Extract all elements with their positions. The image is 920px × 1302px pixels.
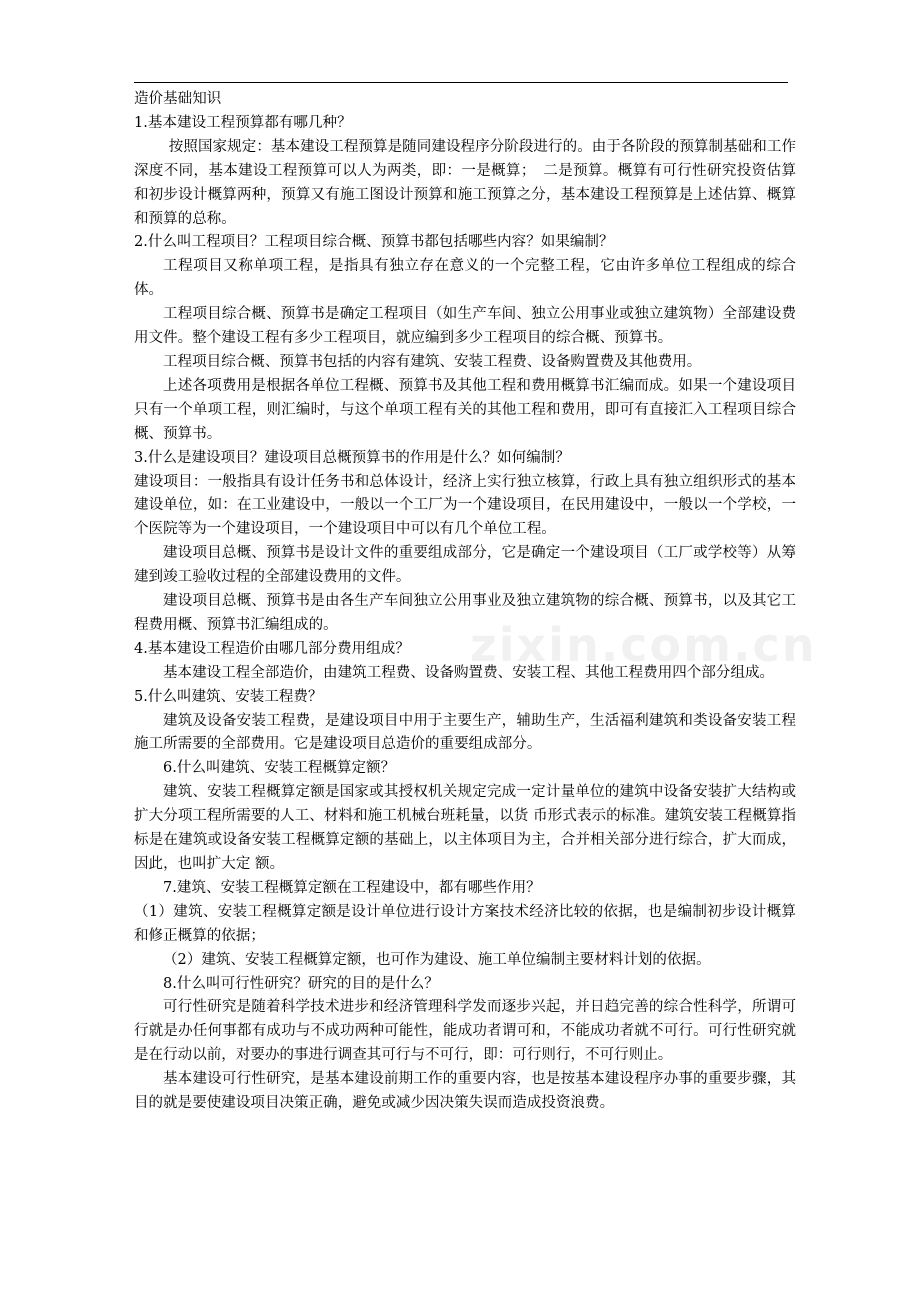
- body-paragraph: （1）建筑、安装工程概算定额是设计单位进行设计方案技术经济比较的依据，也是编制初步设计概算和修正概算的依据；: [134, 903, 796, 944]
- question-heading: 1.基本建设工程预算都有哪几种？: [134, 114, 352, 131]
- body-paragraph: 工程项目又称单项工程，是指具有独立存在意义的一个完整工程，它由许多单位工程组成的综合体。: [134, 258, 796, 299]
- body-paragraph: 基本建设可行性研究，是基本建设前期工作的重要内容，也是按基本建设程序办事的重要步骤，其目的就是要使建设项目决策正确，避免或减少因决策失误而造成投资浪费。: [134, 1071, 796, 1112]
- body-paragraph: 建筑及设备安装工程费，是建设项目中用于主要生产，辅助生产，生活福利建筑和类设备安装工程施工所需要的全部费用。它是建设项目总造价的重要组成部分。: [134, 712, 796, 753]
- body-paragraph: 建设项目总概、预算书是设计文件的重要组成部分，它是确定一个建设项目（工厂或学校等）从筹建到竣工验收过程的全部建设费用的文件。: [134, 545, 796, 586]
- body-paragraph: 建设项目：一般指具有设计任务书和总体设计，经济上实行独立核算，行政上具有独立组织形式的基本建设单位，如：在工业建设中，一般以一个工厂为一个建设项目，在民用建设中，一般以一个学校，一个医院等为一个建设项目，一个建设项目中可以有几个单位工程。: [134, 473, 796, 538]
- watermark: zixin.com.cn: [470, 618, 817, 672]
- question-heading: 2.什么叫工程项目？工程项目综合概、预算书都包括哪些内容？如果编制？: [134, 234, 614, 251]
- question-heading: 6.什么叫建筑、安装工程概算定额？: [163, 760, 396, 777]
- body-paragraph: （2）建筑、安装工程概算定额，也可作为建设、施工单位编制主要材料计划的依据。: [163, 951, 711, 968]
- question-heading: 7.建筑、安装工程概算定额在工程建设中，都有哪些作用？: [163, 879, 541, 896]
- body-paragraph: 可行性研究是随着科学技术进步和经济管理科学发而逐步兴起，并日趋完善的综合性科学，所谓可行就是办任何事都有成功与不成功两种可能性，能成功者谓可和，不能成功者就不可行。可行性研究就是在行动以前，对要办的事进行调查其可行与不可行，即：可行则行，不可行则止。: [134, 999, 796, 1064]
- document-header: 造价基础知识: [134, 91, 222, 107]
- body-paragraph: 建筑、安装工程概算定额是国家或其授权机关规定完成一定计量单位的建筑中设备安装扩大结构或扩大分项工程所需要的人工、材料和施工机械台班耗量，以货 币形式表示的标准。建筑安装工程概算指标是在建筑或设备安装工程概算定额的基础上，以主体项目为主，合并相关部分进行综合，扩大而成，因此，也叫扩大定 额。: [134, 784, 796, 872]
- body-paragraph: 按照国家规定：基本建设工程预算是随同建设程序分阶段进行的。由于各阶段的预算制基础和工作深度不同，基本建设工程预算可以人为两类，即：一是概算； 二是预算。概算有可行性研究投资估算和初步设计概算两种，预算又有施工图设计预算和施工预算之分，基本建设工程预算是上述估算、概算和预算的总称。: [134, 138, 796, 227]
- question-heading: 3.什么是建设项目？建设项目总概预算书的作用是什么？如何编制？: [134, 449, 570, 466]
- body-paragraph: 工程项目综合概、预算书是确定工程项目（如生产车间、独立公用事业或独立建筑物）全部建设费用文件。整个建设工程有多少工程项目，就应编到多少工程项目的综合概、预算书。: [134, 306, 796, 347]
- body-paragraph: 基本建设工程全部造价，由建筑工程费、设备购置费、安装工程、其他工程费用四个部分组成。: [163, 664, 775, 681]
- body-paragraph: 工程项目综合概、预算书包括的内容有建筑、安装工程费、设备购置费及其他费用。: [163, 353, 702, 370]
- question-heading: 8.什么叫可行性研究？研究的目的是什么？: [163, 975, 439, 992]
- body-paragraph: 上述各项费用是根据各单位工程概、预算书及其他工程和费用概算书汇编而成。如果一个建设项目只有一个单项工程，则汇编时，与这个单项工程有关的其他工程和费用，即可有直接汇入工程项目综合概、预算书。: [134, 377, 796, 442]
- body-paragraph: 建设项目总概、预算书是由各生产车间独立公用事业及独立建筑物的综合概、预算书，以及其它工程费用概、预算书汇编组成的。: [134, 593, 796, 633]
- question-heading: 5.什么叫建筑、安装工程费？: [134, 688, 323, 705]
- header-rule: [134, 82, 788, 83]
- document-body: [134, 88, 796, 1116]
- question-heading: 4.基本建设工程造价由哪几部分费用组成？: [134, 640, 410, 657]
